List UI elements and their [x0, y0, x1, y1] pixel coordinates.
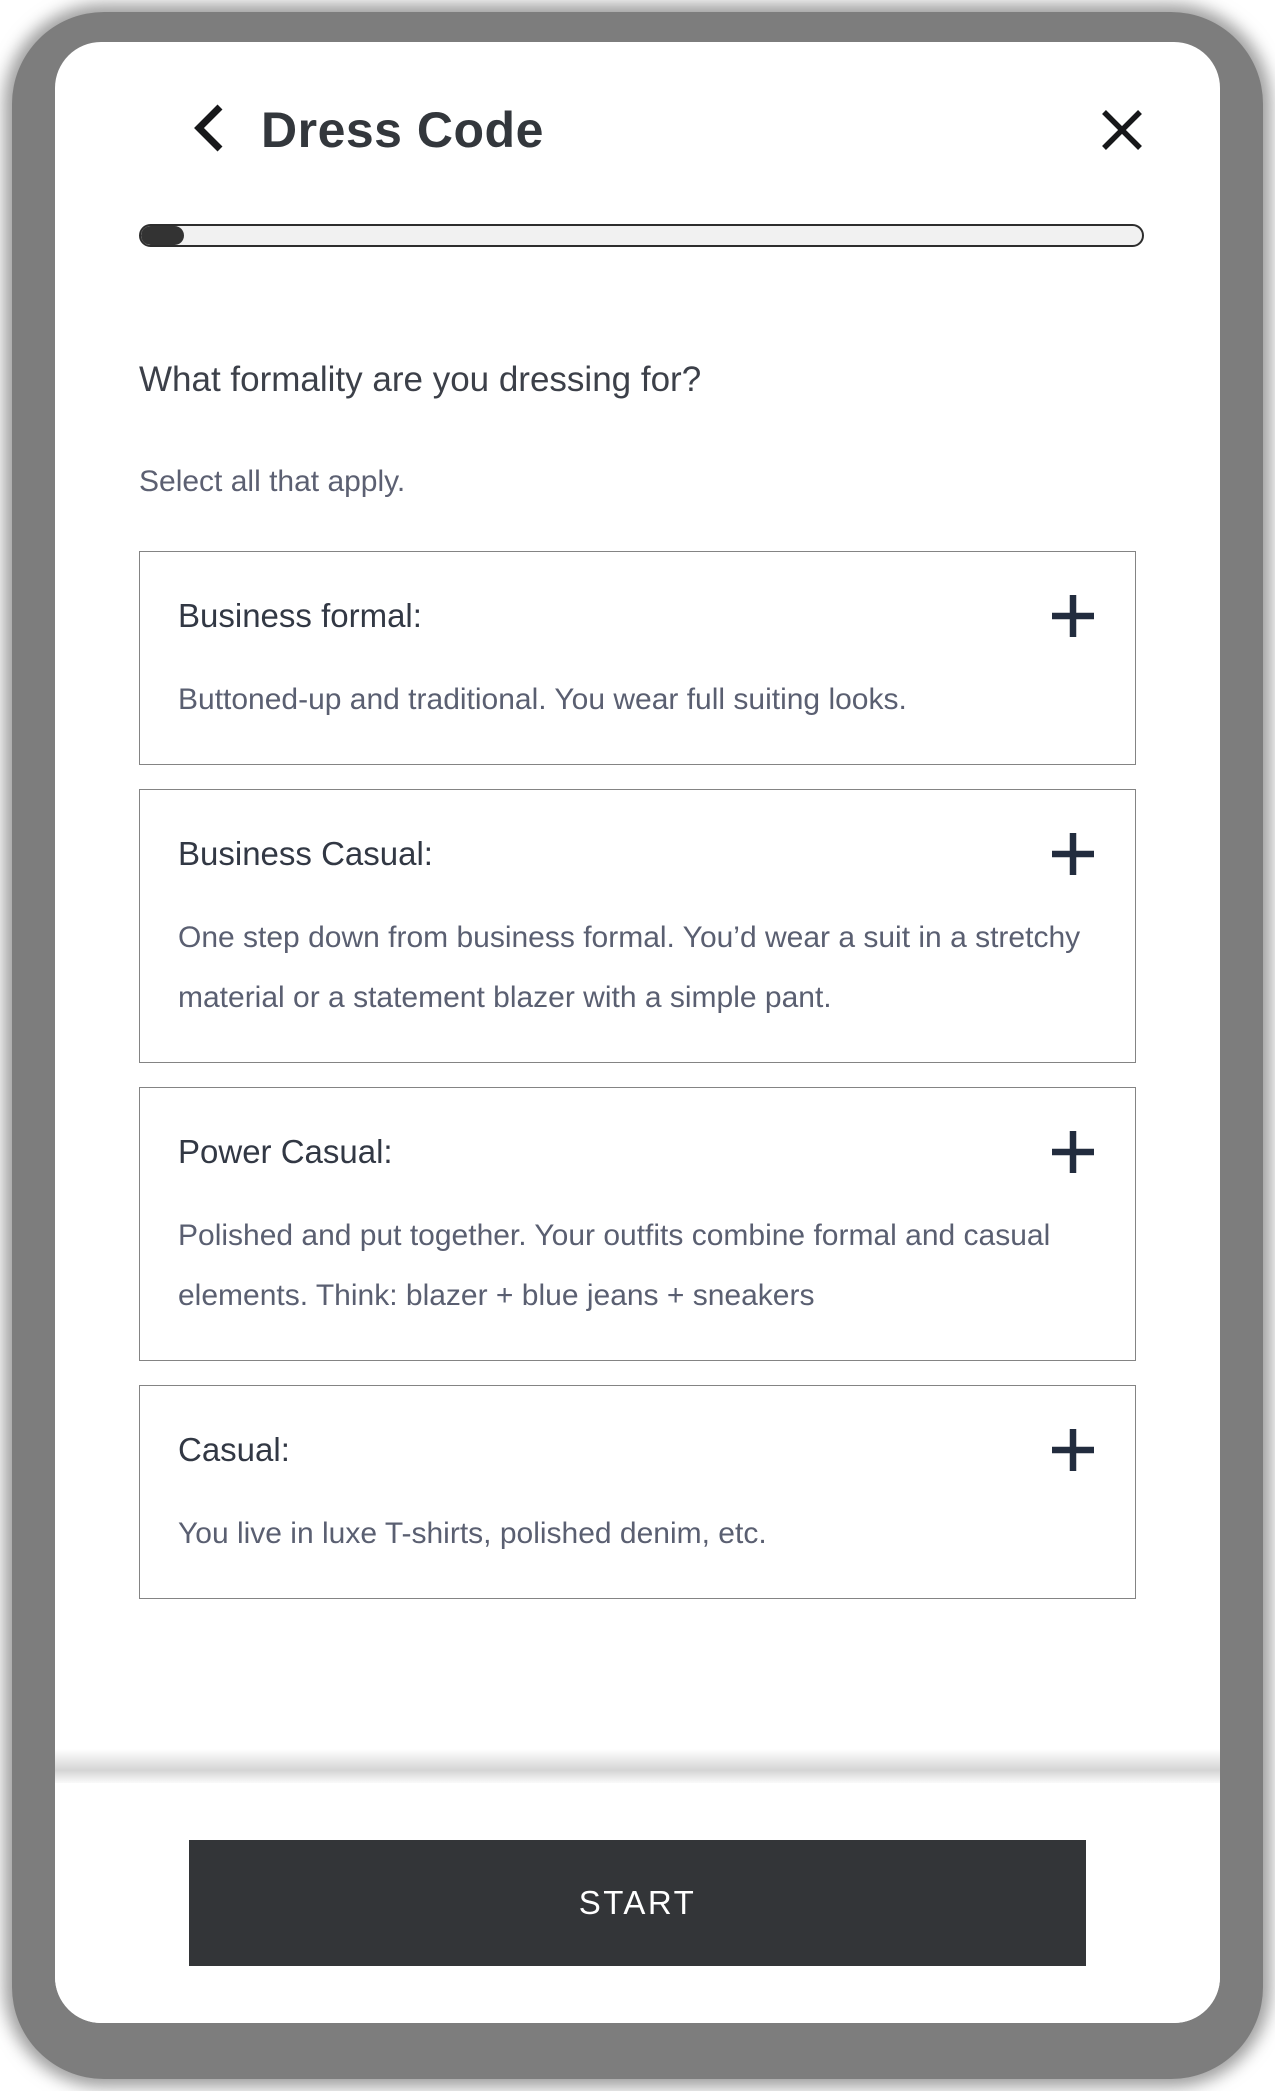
plus-icon	[1049, 1128, 1097, 1176]
options-list	[139, 551, 1136, 1599]
chevron-left-icon	[192, 102, 226, 154]
footer-top-shadow	[55, 1749, 1220, 1783]
option-label: Power Casual:	[178, 1133, 393, 1170]
question-instruction: Select all that apply.	[139, 465, 406, 498]
option-card-business-casual[interactable]	[139, 789, 1136, 1063]
option-label: Business formal:	[178, 597, 422, 634]
progress-bar-fill	[141, 226, 184, 245]
plus-icon	[1049, 1426, 1097, 1474]
option-description: Buttoned-up and traditional. You wear full suiting looks.	[178, 683, 907, 716]
start-button[interactable]: START	[189, 1840, 1086, 1966]
close-button[interactable]	[1094, 102, 1150, 158]
add-option-button[interactable]	[1049, 830, 1097, 878]
add-option-button[interactable]	[1049, 1426, 1097, 1474]
add-option-button[interactable]	[1049, 592, 1097, 640]
option-description: Polished and put together. Your outfits combine formal and casual elements. Think: blazer + blue jeans + sneakers	[178, 1219, 1051, 1312]
option-head	[178, 830, 1097, 878]
modal-footer	[55, 1783, 1220, 2023]
progress-bar	[139, 224, 1144, 247]
add-option-button[interactable]	[1049, 1128, 1097, 1176]
back-button[interactable]	[185, 100, 233, 156]
option-card-business-formal[interactable]	[139, 551, 1136, 765]
option-description: One step down from business formal. You’d wear a suit in a stretchy material or a statement blazer with a simple pant.	[178, 921, 1081, 1014]
option-label: Business Casual:	[178, 835, 433, 872]
close-icon	[1099, 107, 1145, 153]
option-description: You live in luxe T-shirts, polished denim, etc.	[178, 1517, 767, 1550]
dress-code-modal	[55, 42, 1220, 2023]
option-head	[178, 1426, 1097, 1474]
modal-header	[55, 42, 1220, 158]
option-head	[178, 592, 1097, 640]
option-card-power-casual[interactable]	[139, 1087, 1136, 1361]
page-title: Dress Code	[261, 102, 544, 158]
option-label: Casual:	[178, 1431, 290, 1468]
option-card-casual[interactable]	[139, 1385, 1136, 1599]
plus-icon	[1049, 830, 1097, 878]
plus-icon	[1049, 592, 1097, 640]
option-head	[178, 1128, 1097, 1176]
question-title: What formality are you dressing for?	[139, 360, 702, 399]
